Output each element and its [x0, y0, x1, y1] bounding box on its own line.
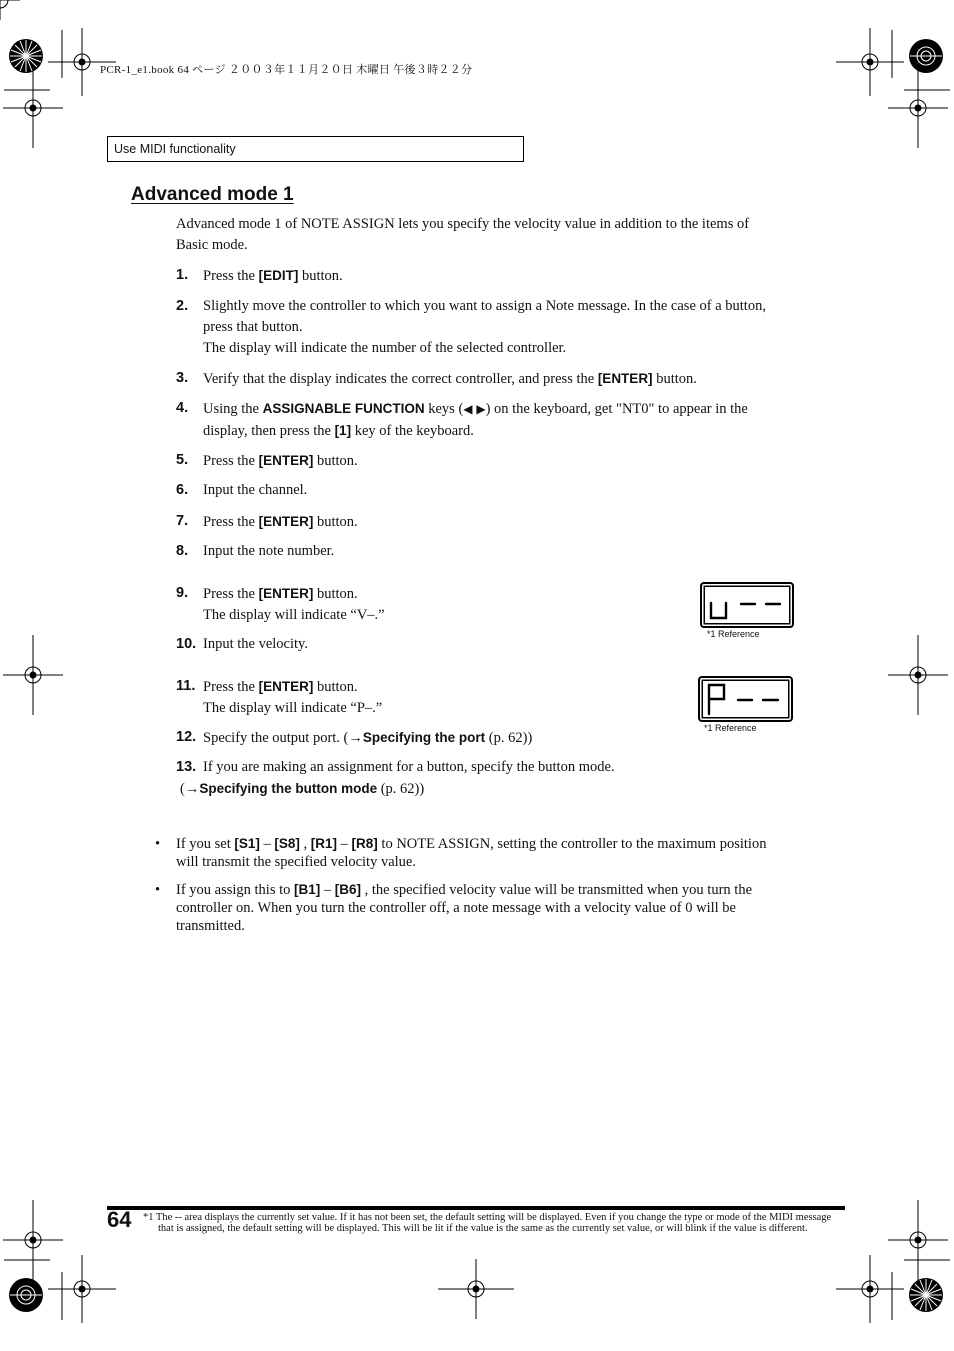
step-number: 8.: [176, 543, 189, 559]
display-reference-note: *1 Reference: [707, 629, 760, 639]
step-number: 10.: [176, 636, 197, 652]
step-number: 2.: [176, 298, 189, 314]
step-12: 12. Specify the output port. (→Specifying the port (p. 62)): [176, 729, 533, 746]
lcd-v-dash-glyphs: [702, 584, 792, 626]
step-number: 1.: [176, 267, 189, 283]
step-number: 9.: [176, 585, 189, 601]
step-number: 3.: [176, 370, 189, 386]
section-header-label: Use MIDI functionality: [114, 142, 236, 156]
display-reference-note: *1 Reference: [704, 723, 757, 733]
note-bullet-2: • If you assign this to [B1] – [B6] , the specified velocity value will be transmitted when you turn the controller on. When you turn the controller off, a note message with a velocity value of 0 will be transmitted.: [155, 882, 753, 934]
intro-paragraph: Advanced mode 1 of NOTE ASSIGN lets you specify the velocity value in addition to the items of Basic mode.: [176, 216, 750, 253]
lcd-display-p: [698, 676, 793, 722]
book-file-info: PCR-1_e1.book 64 ページ ２００３年１１月２０日 木曜日 午後３時２２分: [100, 64, 473, 76]
step-number: 11.: [176, 678, 196, 694]
footnote: [143, 1212, 846, 1234]
page-heading: Advanced mode 1: [131, 184, 294, 205]
footer-rule: [107, 1206, 845, 1210]
step-number: 5.: [176, 452, 189, 468]
note-bullet-1: • If you set [S1] – [S8] , [R1] – [R8] to NOTE ASSIGN, setting the controller to the maximum position will transmit the specified velocity value.: [155, 836, 767, 870]
step-number: 7.: [176, 513, 189, 529]
step-number: 4.: [176, 400, 189, 416]
bullet-icon: •: [155, 882, 161, 898]
arrow-keys-icon: ◀ ▶: [463, 402, 486, 416]
step-11: 11. Press the [ENTER] button. The display will indicate “P–.”: [176, 678, 383, 716]
step-3: 3. Verify that the display indicates the correct controller, and press the [ENTER] button.: [176, 370, 697, 387]
section-header-box: [107, 136, 524, 162]
step-13: 13. If you are making an assignment for a button, specify the button mode. (→Specifying the button mode (p. 62)): [176, 759, 615, 797]
step-number: 12.: [176, 729, 197, 745]
step-9: 9. Press the [ENTER] button. The display will indicate “V–.”: [176, 585, 385, 623]
step-7: 7. Press the [ENTER] button.: [176, 513, 358, 530]
lcd-display-v: [700, 582, 794, 628]
lcd-p-dash-glyphs: [700, 678, 791, 720]
step-number: 13.: [176, 759, 197, 775]
page-number: 64: [107, 1207, 132, 1232]
step-2: 2. Slightly move the controller to which you want to assign a Note message. In the case of a button, press that button. The display will indicate the number of the selected controller.: [176, 298, 766, 356]
step-6: 6. Input the channel.: [176, 480, 776, 501]
step-1: 1. Press the [EDIT] button.: [176, 267, 343, 284]
step-4: 4. Using the ASSIGNABLE FUNCTION keys (◀ ▶) on the keyboard, get "NT0" to appear in the display, then press the [1] key of the keyboard.: [176, 400, 748, 439]
step-10: 10. Input the velocity.: [176, 634, 776, 655]
step-number: 6.: [176, 482, 189, 498]
bullet-icon: •: [155, 836, 161, 852]
footnote-text: *1 The -- area displays the currently set value. If it has not been set, the default setting will be displayed. Even if you change the type or mode of the MIDI message that is assigned, the default setting will be displayed. This will be lit if the value is the same as the currently set value, or will blink if the value is different.: [143, 1212, 832, 1234]
step-8: 8. Input the note number.: [176, 541, 776, 562]
step-5: 5. Press the [ENTER] button.: [176, 452, 358, 469]
